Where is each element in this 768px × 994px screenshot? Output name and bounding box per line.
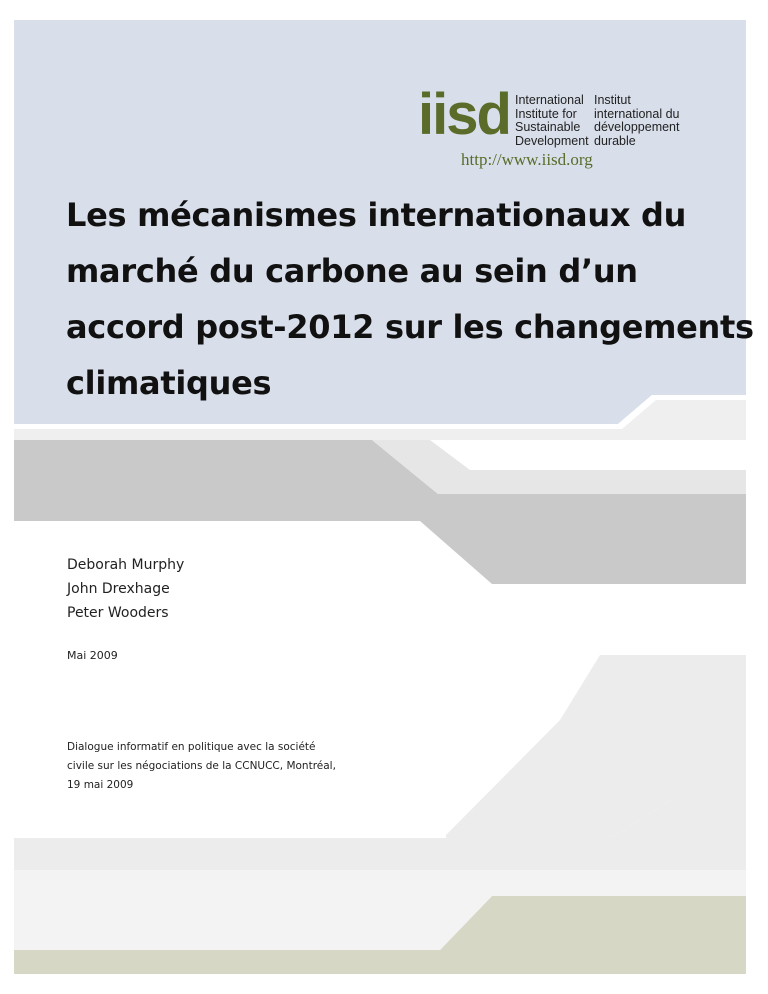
logo-french-line: durable — [594, 133, 636, 148]
event-description — [67, 738, 367, 795]
description-line: 19 mai 2009 — [67, 779, 134, 791]
author-name: John Drexhage — [67, 581, 170, 597]
document-title — [66, 187, 754, 411]
publication-date: Mai 2009 — [67, 649, 118, 662]
logo-english-line: Sustainable — [515, 120, 581, 134]
title-line: marché du carbone au sein d’un — [66, 252, 638, 290]
logo-french-line: développement — [594, 120, 680, 134]
logo-english-line: Development — [515, 133, 589, 148]
logo-mark: iisd — [418, 82, 510, 147]
description-line: civile sur les négociations de la CCNUCC, Montréal, — [67, 760, 336, 772]
logo-english-line: Institute for — [515, 106, 577, 121]
website-url[interactable]: http://www.iisd.org — [461, 150, 593, 169]
logo-english-name — [515, 94, 589, 148]
title-line: Les mécanismes internationaux du — [66, 196, 687, 234]
title-line: climatiques — [66, 364, 272, 402]
logo-french-name — [594, 94, 679, 148]
logo-french-line: international du — [594, 106, 680, 121]
title-line: accord post-2012 sur les changements — [66, 308, 754, 346]
author-name: Deborah Murphy — [67, 557, 185, 573]
description-line: Dialogue informatif en politique avec la société — [67, 741, 316, 753]
author-list — [67, 553, 184, 625]
logo-english-line: International — [515, 93, 584, 107]
author-name: Peter Wooders — [67, 605, 169, 621]
iisd-logo — [418, 82, 680, 148]
logo-french-line: Institut — [594, 93, 631, 107]
